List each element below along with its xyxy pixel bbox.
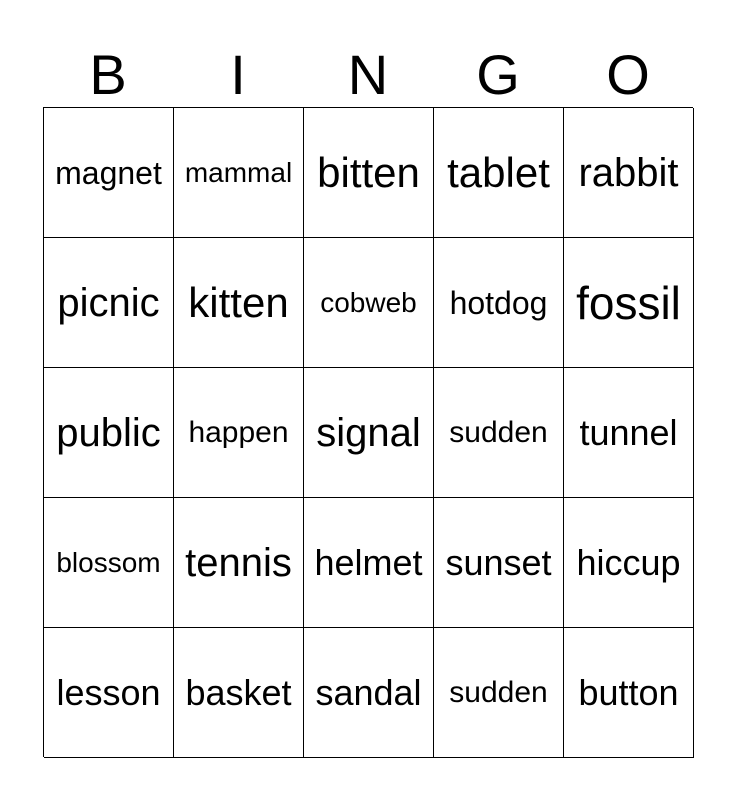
header-letter-o: O	[606, 43, 650, 106]
header-letter-i: I	[230, 43, 246, 106]
bingo-cell: basket	[174, 628, 304, 758]
bingo-cell: kitten	[174, 238, 304, 368]
bingo-cell: sunset	[434, 498, 564, 628]
bingo-cell: sudden	[434, 628, 564, 758]
bingo-cell: sandal	[304, 628, 434, 758]
header-letter-g: G	[476, 43, 520, 106]
bingo-cell: public	[44, 368, 174, 498]
bingo-cell: tunnel	[564, 368, 694, 498]
bingo-cell: cobweb	[304, 238, 434, 368]
bingo-cell: tennis	[174, 498, 304, 628]
bingo-cell: helmet	[304, 498, 434, 628]
bingo-cell: fossil	[564, 238, 694, 368]
bingo-board	[43, 107, 693, 757]
bingo-cell: sudden	[434, 368, 564, 498]
bingo-cell: lesson	[44, 628, 174, 758]
header-letter-b: B	[89, 43, 127, 106]
bingo-cell: mammal	[174, 108, 304, 238]
bingo-cell: rabbit	[564, 108, 694, 238]
bingo-cell: hiccup	[564, 498, 694, 628]
header-letter-n: N	[347, 43, 389, 106]
bingo-cell: hotdog	[434, 238, 564, 368]
bingo-cell: bitten	[304, 108, 434, 238]
bingo-cell: happen	[174, 368, 304, 498]
bingo-cell: blossom	[44, 498, 174, 628]
bingo-cell: picnic	[44, 238, 174, 368]
bingo-cell: button	[564, 628, 694, 758]
bingo-cell: signal	[304, 368, 434, 498]
bingo-header	[43, 44, 693, 106]
bingo-cell: tablet	[434, 108, 564, 238]
bingo-cell: magnet	[44, 108, 174, 238]
